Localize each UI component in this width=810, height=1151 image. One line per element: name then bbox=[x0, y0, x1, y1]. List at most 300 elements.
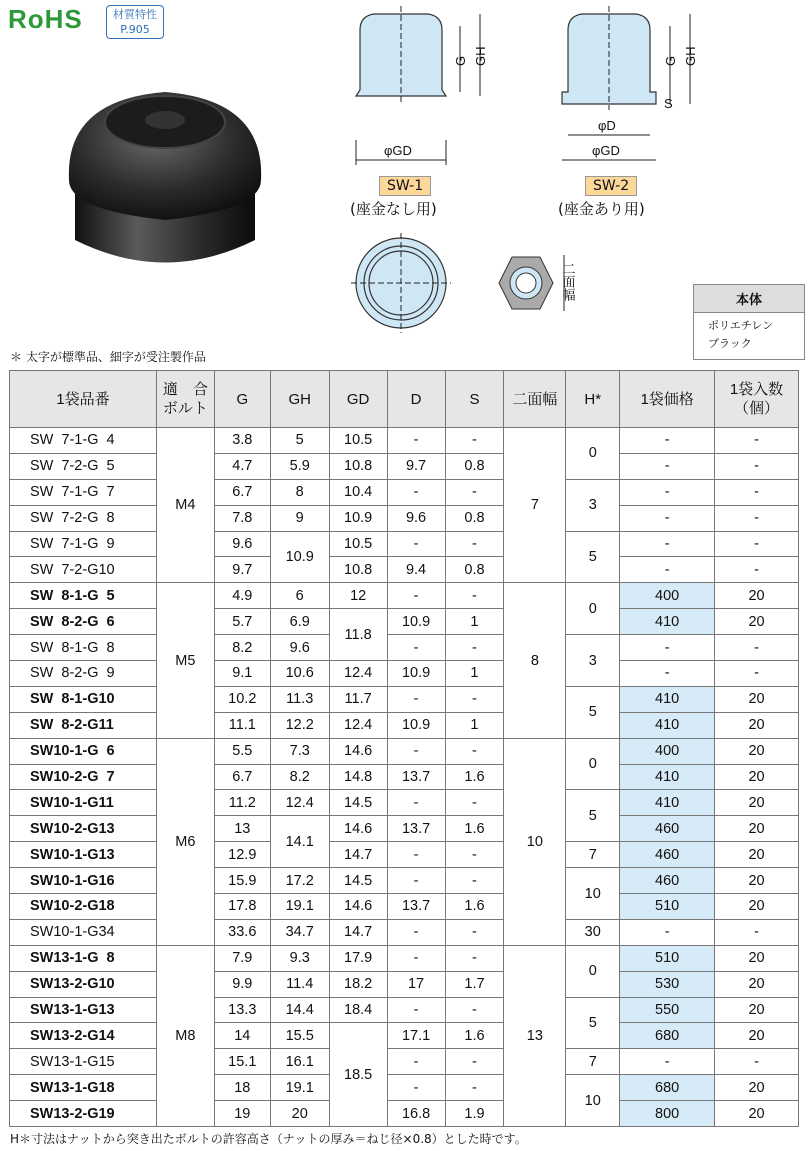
gh-value: 19.1 bbox=[270, 894, 329, 920]
s-value: - bbox=[445, 531, 504, 557]
g-value: 15.1 bbox=[214, 1049, 270, 1075]
d-value: 10.9 bbox=[387, 609, 445, 635]
gh-value: 11.3 bbox=[270, 686, 329, 712]
d-value: 13.7 bbox=[387, 816, 445, 842]
gh-value: 12.2 bbox=[270, 712, 329, 738]
gd-value: 12 bbox=[329, 583, 387, 609]
d-value: - bbox=[387, 1049, 445, 1075]
gh-value: 7.3 bbox=[270, 738, 329, 764]
table-row bbox=[10, 686, 799, 712]
material-property-link[interactable] bbox=[106, 5, 164, 39]
quantity: 20 bbox=[715, 609, 799, 635]
s-value: - bbox=[445, 738, 504, 764]
price: 410 bbox=[620, 790, 715, 816]
g-value: 6.7 bbox=[214, 479, 270, 505]
g-value: 3.8 bbox=[214, 428, 270, 454]
part-number: SW 7-2-G 5 bbox=[10, 453, 157, 479]
d-value: - bbox=[387, 790, 445, 816]
sw2-tag: SW-2 bbox=[585, 176, 637, 196]
table-row bbox=[10, 919, 799, 945]
d-value: - bbox=[387, 1075, 445, 1101]
price: 510 bbox=[620, 945, 715, 971]
table-row bbox=[10, 1075, 799, 1101]
gh-value: 10.6 bbox=[270, 661, 329, 687]
material-box bbox=[693, 284, 805, 360]
gd-value: 18.2 bbox=[329, 971, 387, 997]
part-number: SW 8-2-G 6 bbox=[10, 609, 157, 635]
table-row bbox=[10, 894, 799, 920]
s-value: 0.8 bbox=[445, 453, 504, 479]
d-value: - bbox=[387, 842, 445, 868]
bolt-size: M6 bbox=[156, 738, 214, 945]
g-value: 9.9 bbox=[214, 971, 270, 997]
quantity: 20 bbox=[715, 1101, 799, 1127]
quantity: 20 bbox=[715, 971, 799, 997]
table-row bbox=[10, 531, 799, 557]
quantity: 20 bbox=[715, 816, 799, 842]
col-qty-line2: （個） bbox=[734, 400, 780, 417]
g-value: 15.9 bbox=[214, 868, 270, 894]
gd-value: 10.5 bbox=[329, 531, 387, 557]
gd-value: 14.6 bbox=[329, 738, 387, 764]
part-number: SW10-1-G16 bbox=[10, 868, 157, 894]
table-row bbox=[10, 764, 799, 790]
price: 510 bbox=[620, 894, 715, 920]
part-number: SW 7-2-G 8 bbox=[10, 505, 157, 531]
gd-value: 14.8 bbox=[329, 764, 387, 790]
gh-value: 20 bbox=[270, 1101, 329, 1127]
quantity: - bbox=[715, 661, 799, 687]
quantity: - bbox=[715, 531, 799, 557]
d-value: - bbox=[387, 997, 445, 1023]
g-value: 7.8 bbox=[214, 505, 270, 531]
quantity: - bbox=[715, 635, 799, 661]
sw1-g-label: G bbox=[453, 55, 468, 66]
gd-value: 11.7 bbox=[329, 686, 387, 712]
price: 680 bbox=[620, 1023, 715, 1049]
g-value: 18 bbox=[214, 1075, 270, 1101]
h-value: 3 bbox=[566, 479, 620, 531]
d-value: - bbox=[387, 738, 445, 764]
sw1-tag: SW-1 bbox=[379, 176, 431, 196]
col-d: D bbox=[387, 371, 445, 428]
quantity: - bbox=[715, 1049, 799, 1075]
quantity: - bbox=[715, 428, 799, 454]
col-price: 1袋価格 bbox=[620, 371, 715, 428]
table-row bbox=[10, 868, 799, 894]
table-row bbox=[10, 997, 799, 1023]
g-value: 7.9 bbox=[214, 945, 270, 971]
gh-value: 16.1 bbox=[270, 1049, 329, 1075]
gd-value: 17.9 bbox=[329, 945, 387, 971]
g-value: 5.7 bbox=[214, 609, 270, 635]
h-value: 0 bbox=[566, 583, 620, 635]
gh-value: 34.7 bbox=[270, 919, 329, 945]
g-value: 9.7 bbox=[214, 557, 270, 583]
quantity: 20 bbox=[715, 997, 799, 1023]
quantity: 20 bbox=[715, 712, 799, 738]
price: 410 bbox=[620, 712, 715, 738]
s-value: - bbox=[445, 479, 504, 505]
col-part-number: 1袋品番 bbox=[10, 371, 157, 428]
part-number: SW 8-1-G10 bbox=[10, 686, 157, 712]
col-s: S bbox=[445, 371, 504, 428]
gh-value: 11.4 bbox=[270, 971, 329, 997]
g-value: 8.2 bbox=[214, 635, 270, 661]
g-value: 33.6 bbox=[214, 919, 270, 945]
gh-value: 6.9 bbox=[270, 609, 329, 635]
g-value: 11.2 bbox=[214, 790, 270, 816]
price: 460 bbox=[620, 842, 715, 868]
table-row bbox=[10, 505, 799, 531]
h-value: 5 bbox=[566, 790, 620, 842]
price: 460 bbox=[620, 868, 715, 894]
price: 680 bbox=[620, 1075, 715, 1101]
col-bolt bbox=[156, 371, 214, 428]
d-value: - bbox=[387, 479, 445, 505]
gh-value: 9 bbox=[270, 505, 329, 531]
bolt-size: M4 bbox=[156, 428, 214, 583]
d-value: 13.7 bbox=[387, 894, 445, 920]
h-value: 5 bbox=[566, 997, 620, 1049]
gh-value: 14.4 bbox=[270, 997, 329, 1023]
col-qty bbox=[715, 371, 799, 428]
col-h: H* bbox=[566, 371, 620, 428]
s-value: 1.6 bbox=[445, 816, 504, 842]
price: - bbox=[620, 661, 715, 687]
sw2-gd-label: φGD bbox=[592, 143, 620, 158]
table-row bbox=[10, 479, 799, 505]
s-value: - bbox=[445, 1049, 504, 1075]
table-row bbox=[10, 842, 799, 868]
quantity: 20 bbox=[715, 1023, 799, 1049]
col-gd: GD bbox=[329, 371, 387, 428]
s-value: 0.8 bbox=[445, 557, 504, 583]
g-value: 5.5 bbox=[214, 738, 270, 764]
price: - bbox=[620, 453, 715, 479]
bolt-size: M8 bbox=[156, 945, 214, 1126]
quantity: - bbox=[715, 557, 799, 583]
s-value: - bbox=[445, 919, 504, 945]
sw2-gh-label: GH bbox=[683, 46, 698, 66]
table-row bbox=[10, 661, 799, 687]
sw1-subtitle: (座金なし用) bbox=[350, 200, 437, 218]
part-number: SW 7-1-G 9 bbox=[10, 531, 157, 557]
quantity: 20 bbox=[715, 686, 799, 712]
sw2-s-label: S bbox=[664, 96, 673, 111]
h-value: 7 bbox=[566, 842, 620, 868]
quantity: 20 bbox=[715, 1075, 799, 1101]
gh-value: 15.5 bbox=[270, 1023, 329, 1049]
price: 800 bbox=[620, 1101, 715, 1127]
gh-value: 5.9 bbox=[270, 453, 329, 479]
d-value: 9.7 bbox=[387, 453, 445, 479]
h-value: 5 bbox=[566, 531, 620, 583]
part-number: SW 8-1-G 5 bbox=[10, 583, 157, 609]
quantity: 20 bbox=[715, 868, 799, 894]
quantity: 20 bbox=[715, 583, 799, 609]
g-value: 11.1 bbox=[214, 712, 270, 738]
h-value: 7 bbox=[566, 1049, 620, 1075]
table-row bbox=[10, 816, 799, 842]
flat-width-label: 二面幅 bbox=[560, 262, 576, 301]
col-flat-width: 二面幅 bbox=[504, 371, 566, 428]
h-value: 0 bbox=[566, 738, 620, 790]
table-row bbox=[10, 945, 799, 971]
flat-width: 7 bbox=[504, 428, 566, 583]
table-row bbox=[10, 428, 799, 454]
d-value: - bbox=[387, 583, 445, 609]
part-number: SW 7-1-G 4 bbox=[10, 428, 157, 454]
price: - bbox=[620, 919, 715, 945]
h-dimension-note: H＊寸法はナットから突き出たボルトの許容高さ（ナットの厚み＝ねじ径×0.8）とした時です。 bbox=[10, 1132, 527, 1146]
quantity: 20 bbox=[715, 842, 799, 868]
d-value: 13.7 bbox=[387, 764, 445, 790]
gd-value: 10.9 bbox=[329, 505, 387, 531]
part-number: SW10-1-G13 bbox=[10, 842, 157, 868]
part-number: SW13-2-G19 bbox=[10, 1101, 157, 1127]
gh-value: 9.3 bbox=[270, 945, 329, 971]
material-line2: ブラック bbox=[708, 337, 752, 350]
standard-note: ＊ 太字が標準品、細字が受注製作品 bbox=[10, 350, 206, 364]
table-body bbox=[10, 428, 799, 1127]
gd-value: 11.8 bbox=[329, 609, 387, 661]
part-number: SW13-1-G13 bbox=[10, 997, 157, 1023]
table-row bbox=[10, 583, 799, 609]
table-row bbox=[10, 712, 799, 738]
h-value: 10 bbox=[566, 868, 620, 920]
s-value: 1.6 bbox=[445, 764, 504, 790]
table-row bbox=[10, 1101, 799, 1127]
gd-value: 10.5 bbox=[329, 428, 387, 454]
flat-width: 8 bbox=[504, 583, 566, 738]
cap-photo bbox=[55, 70, 275, 280]
part-number: SW13-2-G14 bbox=[10, 1023, 157, 1049]
quantity: 20 bbox=[715, 894, 799, 920]
d-value: 10.9 bbox=[387, 712, 445, 738]
s-value: - bbox=[445, 428, 504, 454]
d-value: - bbox=[387, 686, 445, 712]
gh-value: 14.1 bbox=[270, 816, 329, 868]
price: 460 bbox=[620, 816, 715, 842]
gd-value: 14.7 bbox=[329, 842, 387, 868]
gd-value: 10.8 bbox=[329, 557, 387, 583]
d-value: 16.8 bbox=[387, 1101, 445, 1127]
gd-value: 10.8 bbox=[329, 453, 387, 479]
s-value: - bbox=[445, 790, 504, 816]
d-value: 10.9 bbox=[387, 661, 445, 687]
col-qty-line1: 1袋入数 bbox=[729, 381, 784, 398]
gh-value: 12.4 bbox=[270, 790, 329, 816]
col-g: G bbox=[214, 371, 270, 428]
g-value: 10.2 bbox=[214, 686, 270, 712]
flat-width: 10 bbox=[504, 738, 566, 945]
rohs-logo: RoHS bbox=[8, 4, 83, 34]
price: 400 bbox=[620, 583, 715, 609]
spec-table bbox=[9, 370, 799, 1127]
sw2-d-label: φD bbox=[598, 118, 616, 133]
s-value: 0.8 bbox=[445, 505, 504, 531]
s-value: - bbox=[445, 686, 504, 712]
sw1-gd-label: φGD bbox=[384, 143, 412, 158]
h-value: 10 bbox=[566, 1075, 620, 1127]
part-number: SW 8-1-G 8 bbox=[10, 635, 157, 661]
material-header: 本体 bbox=[694, 285, 804, 313]
d-value: 9.6 bbox=[387, 505, 445, 531]
material-badge-line2: P.905 bbox=[120, 23, 150, 36]
h-value: 0 bbox=[566, 945, 620, 997]
d-value: - bbox=[387, 919, 445, 945]
quantity: 20 bbox=[715, 790, 799, 816]
part-number: SW10-2-G18 bbox=[10, 894, 157, 920]
g-value: 9.6 bbox=[214, 531, 270, 557]
sw1-gh-label: GH bbox=[473, 46, 488, 66]
table-row bbox=[10, 1023, 799, 1049]
quantity: 20 bbox=[715, 945, 799, 971]
gh-value: 9.6 bbox=[270, 635, 329, 661]
table-row bbox=[10, 609, 799, 635]
price: - bbox=[620, 635, 715, 661]
h-value: 0 bbox=[566, 428, 620, 480]
d-value: - bbox=[387, 945, 445, 971]
s-value: - bbox=[445, 1075, 504, 1101]
quantity: - bbox=[715, 505, 799, 531]
g-value: 19 bbox=[214, 1101, 270, 1127]
part-number: SW10-1-G 6 bbox=[10, 738, 157, 764]
gh-value: 8.2 bbox=[270, 764, 329, 790]
h-value: 3 bbox=[566, 635, 620, 687]
s-value: 1 bbox=[445, 712, 504, 738]
part-number: SW13-1-G 8 bbox=[10, 945, 157, 971]
price: 530 bbox=[620, 971, 715, 997]
col-gh: GH bbox=[270, 371, 329, 428]
h-value: 30 bbox=[566, 919, 620, 945]
gd-value: 14.7 bbox=[329, 919, 387, 945]
table-row bbox=[10, 453, 799, 479]
quantity: - bbox=[715, 479, 799, 505]
gd-value: 14.6 bbox=[329, 894, 387, 920]
part-number: SW13-1-G18 bbox=[10, 1075, 157, 1101]
table-header-row bbox=[10, 371, 799, 428]
part-number: SW 8-2-G 9 bbox=[10, 661, 157, 687]
s-value: 1 bbox=[445, 609, 504, 635]
s-value: - bbox=[445, 868, 504, 894]
table-row bbox=[10, 738, 799, 764]
quantity: - bbox=[715, 453, 799, 479]
g-value: 12.9 bbox=[214, 842, 270, 868]
d-value: - bbox=[387, 531, 445, 557]
g-value: 9.1 bbox=[214, 661, 270, 687]
gh-value: 8 bbox=[270, 479, 329, 505]
s-value: - bbox=[445, 635, 504, 661]
d-value: 17 bbox=[387, 971, 445, 997]
g-value: 13 bbox=[214, 816, 270, 842]
s-value: - bbox=[445, 997, 504, 1023]
gd-value: 18.5 bbox=[329, 1023, 387, 1127]
sw2-subtitle: (座金あり用) bbox=[558, 200, 645, 218]
h-value: 5 bbox=[566, 686, 620, 738]
table-row bbox=[10, 971, 799, 997]
gh-value: 5 bbox=[270, 428, 329, 454]
gd-value: 12.4 bbox=[329, 712, 387, 738]
part-number: SW 7-2-G10 bbox=[10, 557, 157, 583]
quantity: 20 bbox=[715, 764, 799, 790]
col-bolt-line1: 適 合 bbox=[162, 381, 208, 398]
price: 410 bbox=[620, 764, 715, 790]
s-value: 1 bbox=[445, 661, 504, 687]
part-number: SW10-2-G13 bbox=[10, 816, 157, 842]
s-value: 1.9 bbox=[445, 1101, 504, 1127]
d-value: - bbox=[387, 428, 445, 454]
part-number: SW13-2-G10 bbox=[10, 971, 157, 997]
sw2-g-label: G bbox=[663, 55, 678, 66]
gh-value: 6 bbox=[270, 583, 329, 609]
gh-value: 19.1 bbox=[270, 1075, 329, 1101]
gd-value: 14.5 bbox=[329, 868, 387, 894]
part-number: SW 8-2-G11 bbox=[10, 712, 157, 738]
s-value: 1.7 bbox=[445, 971, 504, 997]
d-value: 9.4 bbox=[387, 557, 445, 583]
g-value: 13.3 bbox=[214, 997, 270, 1023]
part-number: SW 7-1-G 7 bbox=[10, 479, 157, 505]
table-row bbox=[10, 635, 799, 661]
col-bolt-line2: ボルト bbox=[162, 400, 208, 417]
price: 400 bbox=[620, 738, 715, 764]
material-line1: ポリエチレン bbox=[708, 319, 774, 332]
part-number: SW10-1-G34 bbox=[10, 919, 157, 945]
price: 410 bbox=[620, 609, 715, 635]
gd-value: 10.4 bbox=[329, 479, 387, 505]
material-badge-line1: 材質特性 bbox=[113, 8, 157, 21]
g-value: 4.7 bbox=[214, 453, 270, 479]
table-row bbox=[10, 557, 799, 583]
s-value: 1.6 bbox=[445, 894, 504, 920]
price: - bbox=[620, 557, 715, 583]
quantity: 20 bbox=[715, 738, 799, 764]
price: - bbox=[620, 505, 715, 531]
s-value: - bbox=[445, 583, 504, 609]
price: - bbox=[620, 531, 715, 557]
part-number: SW10-1-G11 bbox=[10, 790, 157, 816]
flat-width: 13 bbox=[504, 945, 566, 1126]
g-value: 4.9 bbox=[214, 583, 270, 609]
gd-value: 14.5 bbox=[329, 790, 387, 816]
price: - bbox=[620, 479, 715, 505]
gd-value: 18.4 bbox=[329, 997, 387, 1023]
s-value: - bbox=[445, 842, 504, 868]
g-value: 14 bbox=[214, 1023, 270, 1049]
gd-value: 14.6 bbox=[329, 816, 387, 842]
g-value: 17.8 bbox=[214, 894, 270, 920]
g-value: 6.7 bbox=[214, 764, 270, 790]
d-value: - bbox=[387, 635, 445, 661]
gh-value: 17.2 bbox=[270, 868, 329, 894]
price: - bbox=[620, 428, 715, 454]
s-value: 1.6 bbox=[445, 1023, 504, 1049]
quantity: - bbox=[715, 919, 799, 945]
price: - bbox=[620, 1049, 715, 1075]
part-number: SW13-1-G15 bbox=[10, 1049, 157, 1075]
bolt-size: M5 bbox=[156, 583, 214, 738]
gh-value: 10.9 bbox=[270, 531, 329, 583]
table-row bbox=[10, 1049, 799, 1075]
d-value: 17.1 bbox=[387, 1023, 445, 1049]
price: 410 bbox=[620, 686, 715, 712]
part-number: SW10-2-G 7 bbox=[10, 764, 157, 790]
table-row bbox=[10, 790, 799, 816]
gd-value: 12.4 bbox=[329, 661, 387, 687]
price: 550 bbox=[620, 997, 715, 1023]
